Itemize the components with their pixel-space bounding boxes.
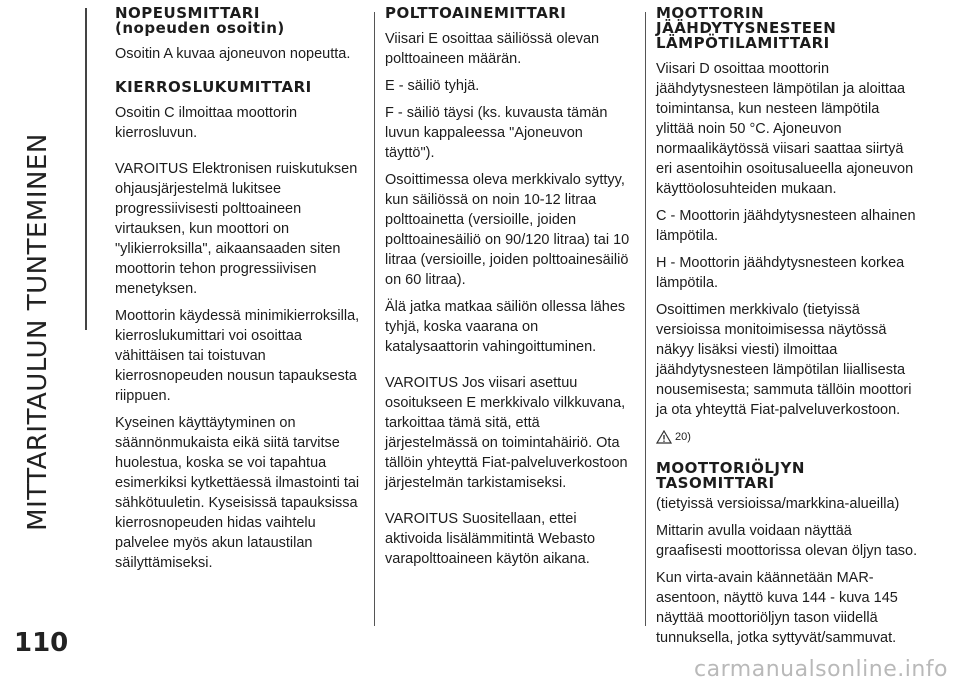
paragraph: Osoitin C ilmoittaa moottorin kierrosluvun. [115,105,298,141]
warning-paragraph: VAROITUS Jos viisari asettuu osoitukseen E merkkivalo vilkkuvana, tarkoittaa tämä sitä, että järjestelmässä on toimintahäiriö. Ota tällöin yhteyttä Fiat-palveluverkostoon järjestelmän tarkistamiseksi. [385,375,628,491]
paragraph: Osoitin A kuvaa ajoneuvon nopeutta. [115,46,351,62]
paragraph: Älä jatka matkaa säiliön ollessa lähes tyhjä, koska vaarana on katalysaattorin vahingoittuminen. [385,299,626,355]
column-1 [115,6,365,580]
heading-line: LÄMPÖTILAMITTARI [656,34,830,52]
paragraph: Osoittimen merkkivalo (tietyissä versioissa monitoimisessa näytössä näkyy lisäksi viesti) ilmoittaa jäähdytysnesteen lämpötilan liiallisesta nousemisesta; sammuta tällöin moottori ja ota yhteyttä Fiat-palveluverkostoon. [656,302,912,418]
section-heading-coolant-gauge [656,6,918,51]
paragraph: Kun virta-avain käännetään MAR-asentoon, näyttö kuva 144 - kuva 145 näyttää moottoriöljyn tason viidellä tunnuksella, jotka syttyvät/sammuvat. [656,570,898,646]
paragraph: Mittarin avulla voidaan näyttää graafisesti moottorissa olevan öljyn taso. [656,523,918,559]
paragraph: Moottorin käydessä minimikierroksilla, kierroslukumittari voi osoittaa vähittäisen tai toistuvan kierrosnopeuden nousun tapauksesta riippuen. [115,308,360,404]
column-divider [645,12,646,626]
column-2 [385,6,635,576]
heading-line: (nopeuden osoitin) [115,19,285,37]
section-heading-tachometer: KIERROSLUKUMITTARI [115,78,312,96]
heading-line: JÄÄHDYTYSNESTEEN [656,19,837,37]
warning-paragraph: VAROITUS Elektronisen ruiskutuksen ohjausjärjestelmä lukitsee progressiivisesti polttoaineen virtauksen, kun moottori on "ylikierroksilla", aikaansaaden siten moottorin tehon progressiivisen menetyksen. [115,161,358,297]
section-heading-fuel-gauge: POLTTOAINEMITTARI [385,4,567,22]
page-number: 110 [14,628,69,658]
side-section-title: MITTARITAULUN TUNTEMINEN [23,133,53,531]
side-rule [85,8,87,330]
paragraph: Kyseinen käyttäytyminen on säännönmukaista eikä siitä tarvitse huolestua, koska se voi tapahtua esimerkiksi kytkettäessä ilmastointi tai sähkötuuletin. Kyseisissä tapauksissa kierrosnopeuden hidas vaihtelu palvelee myös akun lataustilan säilyttämiseksi. [115,415,360,571]
paragraph: F - säiliö täysi (ks. kuvausta tämän luvun kappaleessa "Ajoneuvon täyttö"). [385,105,608,161]
paragraph: H - Moottorin jäähdytysnesteen korkea lämpötila. [656,255,905,291]
column-divider [374,12,375,626]
note-reference-number: 20) [675,431,691,443]
warning-triangle-icon [656,430,672,444]
heading-line: TASOMITTARI [656,474,775,492]
watermark: carmanualsonline.info [694,657,948,682]
heading-line: MOOTTORIN [656,4,765,22]
column-3 [656,6,918,655]
note-reference [656,427,918,447]
paragraph: (tietyissä versioissa/markkina-alueilla) [656,496,900,512]
heading-line: MOOTTORIÖLJYN [656,459,805,477]
paragraph: Viisari D osoittaa moottorin jäähdytysnesteen lämpötilan ja aloittaa toimintansa, kun nesteen lämpötila ylittää noin 50 °C. Ajoneuvon normaalikäytössä viisari saattaa siirtyä eri asentoihin osoitusalueella ajoneuvon käyttöolosuhteiden mukaan. [656,61,914,197]
section-heading-oil-level [656,461,918,491]
paragraph: Viisari E osoittaa säiliössä olevan polttoaineen määrän. [385,31,600,67]
warning-paragraph: VAROITUS Suositellaan, ettei aktivoida lisälämmitintä Webasto varapolttoaineen käytön aikana. [385,511,596,567]
paragraph: C - Moottorin jäähdytysnesteen alhainen lämpötila. [656,208,916,244]
paragraph: E - säiliö tyhjä. [385,78,480,94]
section-heading-speedometer [115,6,365,36]
heading-line: NOPEUSMITTARI [115,4,260,22]
paragraph: Osoittimessa oleva merkkivalo syttyy, kun säiliössä on noin 10-12 litraa polttoainetta (versioille, joiden polttoainesäiliö on 90/120 litraa) tai 10 litraa (versioille, joiden polttoainesäiliö on 60 litraa). [385,172,630,288]
